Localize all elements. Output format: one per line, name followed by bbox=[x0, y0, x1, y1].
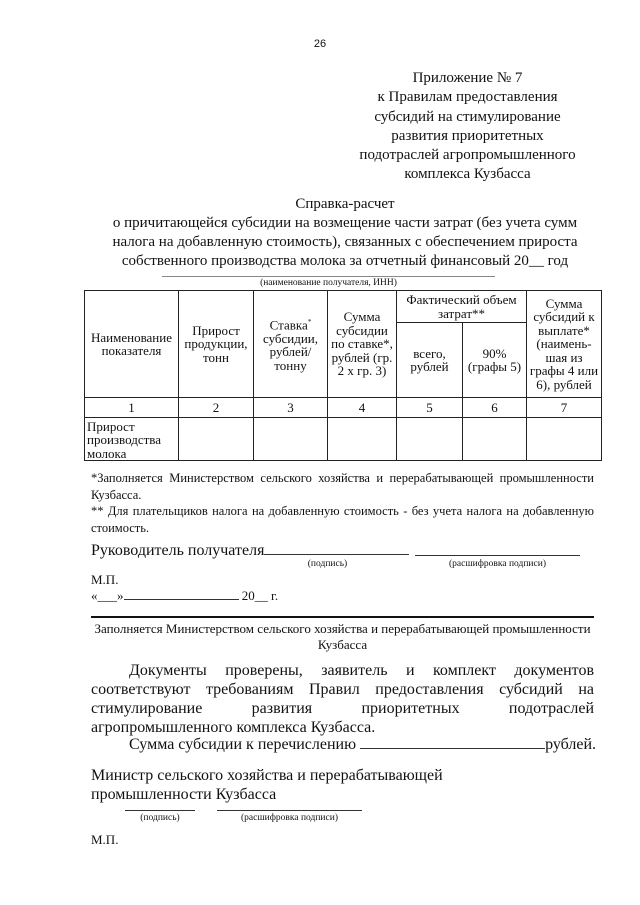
subtitle-line: собственного производства молока за отчетный финансовый 20__ год bbox=[121, 253, 569, 269]
rate-star: * bbox=[307, 317, 312, 326]
header-actual-costs: Фактический объем затрат** bbox=[397, 291, 527, 323]
subtitle-line: налога на добавленную стоимость), связанных с обеспечением прироста bbox=[112, 234, 578, 250]
footnotes bbox=[91, 470, 594, 536]
date-month-line bbox=[124, 588, 239, 600]
col-number: 7 bbox=[527, 398, 602, 418]
head-signature bbox=[91, 540, 409, 560]
table-cell[interactable] bbox=[179, 418, 254, 461]
document-title-block bbox=[80, 195, 610, 271]
ministry-note-line: Кузбасса bbox=[317, 637, 368, 652]
col-number: 6 bbox=[463, 398, 527, 418]
transfer-unit: рублей. bbox=[545, 736, 597, 753]
header-total: всего, рублей bbox=[397, 323, 463, 398]
table-cell[interactable] bbox=[328, 418, 397, 461]
transfer-amount bbox=[129, 734, 596, 754]
sign-label: (подпись) bbox=[307, 559, 348, 569]
check-paragraph: Документы проверены, заявитель и комплект документов соответствуют требованиям Правил предоставления субсидий на стимулирование развития приоритетных подотраслей агропромышленного комплекса Кузбасса. bbox=[91, 662, 594, 736]
decode-line[interactable] bbox=[415, 555, 580, 556]
col-number: 2 bbox=[179, 398, 254, 418]
table-row bbox=[85, 418, 602, 461]
minister-sign-line[interactable] bbox=[125, 810, 195, 811]
header-rate bbox=[254, 291, 328, 398]
header-growth: Прирост продукции, тонн bbox=[179, 291, 254, 398]
appendix-line: Приложение № 7 bbox=[412, 70, 523, 86]
appendix-line: комплекса Кузбасса bbox=[404, 166, 531, 183]
minister-decode-label: (расшифровка подписи) bbox=[241, 813, 338, 823]
minister-block bbox=[91, 766, 443, 804]
subtitle-line: о причитающейся субсидии на возмещение части затрат (без учета сумм bbox=[112, 215, 578, 231]
col-number: 4 bbox=[328, 398, 397, 418]
date-day: «___» bbox=[91, 588, 124, 603]
row-label: Прирост производства молока bbox=[85, 418, 179, 461]
stamp-label: М.П. bbox=[91, 572, 119, 587]
minister-stamp: М.П. bbox=[91, 832, 119, 847]
header-sum-payout: Сумма субсидий к выплате* (наимень-шая из графы 4 или 6), рублей bbox=[527, 291, 602, 398]
footnote: *Заполняется Министерством сельского хозяйства и перерабатывающей промышленности Кузбасса. bbox=[91, 471, 594, 502]
recipient-line bbox=[162, 276, 495, 277]
minister-decode-line[interactable] bbox=[217, 810, 362, 811]
col-number: 3 bbox=[254, 398, 328, 418]
transfer-label: Сумма субсидии к перечислению bbox=[129, 736, 357, 753]
header-indicator: Наименование показателя bbox=[85, 291, 179, 398]
col-number: 1 bbox=[85, 398, 179, 418]
header-sum-rate: Сумма субсидии по ставке*, рублей (гр. 2 х гр. 3) bbox=[328, 291, 397, 398]
head-label: Руководитель получателя bbox=[91, 542, 265, 559]
appendix-line: подотраслей агропромышленного bbox=[359, 147, 576, 164]
col-number: 5 bbox=[397, 398, 463, 418]
ministry-note bbox=[85, 621, 600, 653]
appendix-line: субсидий на стимулирование bbox=[374, 108, 561, 125]
rate-rest: субсидии, рублей/ тонну bbox=[262, 330, 319, 373]
transfer-input[interactable] bbox=[360, 734, 545, 749]
table-cell[interactable] bbox=[254, 418, 328, 461]
table-cell[interactable] bbox=[397, 418, 463, 461]
document-title: Справка-расчет bbox=[295, 196, 395, 212]
divider bbox=[91, 616, 594, 618]
minister-sign-label: (подпись) bbox=[140, 813, 180, 823]
table-cell[interactable] bbox=[463, 418, 527, 461]
appendix-line: к Правилам предоставления bbox=[377, 89, 558, 106]
ministry-note-line: Заполняется Министерством сельского хозяйства и перерабатывающей промышленности bbox=[94, 621, 591, 636]
rate-label: Ставка bbox=[269, 317, 308, 333]
recipient-label: (наименование получателя, ИНН) bbox=[260, 278, 397, 288]
signature-line[interactable] bbox=[264, 540, 409, 555]
header-90pct: 90% (графы 5) bbox=[463, 323, 527, 398]
minister-title: промышленности Кузбасса bbox=[91, 786, 277, 803]
date-year: 20__ г. bbox=[241, 588, 279, 603]
appendix-header bbox=[340, 69, 595, 185]
footnote: ** Для плательщиков налога на добавленную стоимость - без учета налога на добавленную стоимость. bbox=[91, 504, 594, 535]
decode-label: (расшифровка подписи) bbox=[449, 559, 546, 569]
table-cell[interactable] bbox=[527, 418, 602, 461]
calculation-table bbox=[84, 290, 602, 461]
date-field[interactable] bbox=[91, 588, 278, 604]
appendix-line: развития приоритетных bbox=[391, 127, 544, 144]
page-number: 26 bbox=[313, 38, 327, 50]
minister-title: Министр сельского хозяйства и перерабатывающей bbox=[91, 767, 443, 784]
